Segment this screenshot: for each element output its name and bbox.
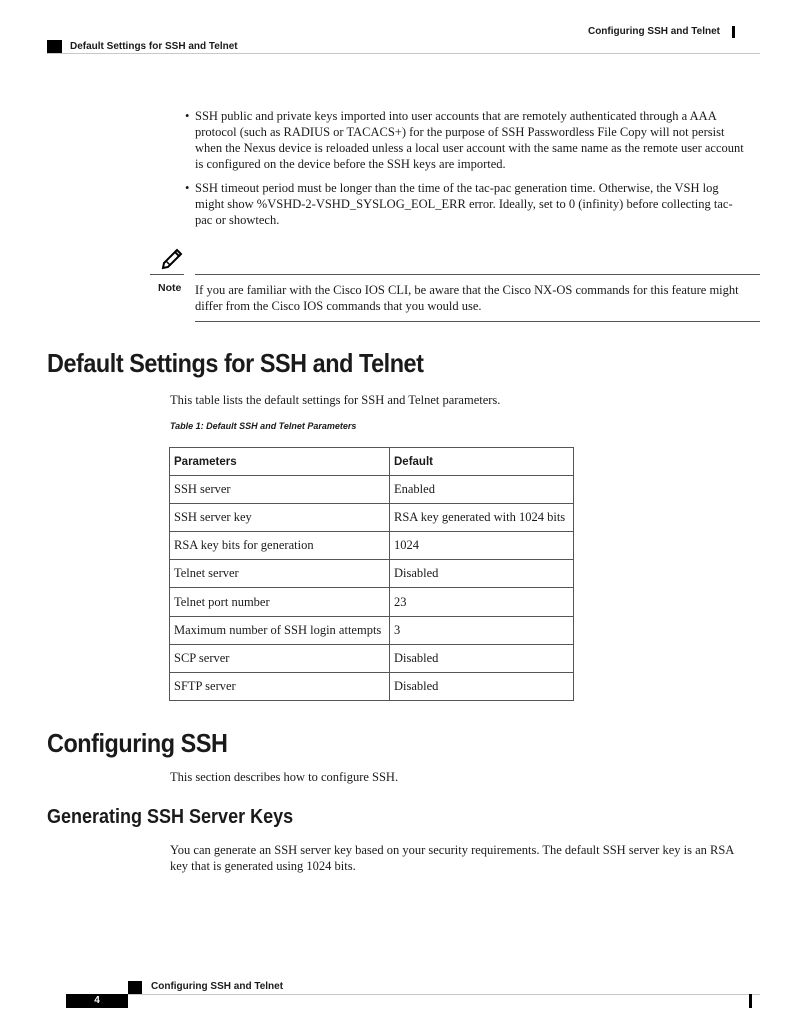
table-header-row [170,448,574,476]
table-row [170,588,574,616]
parameter-cell: Maximum number of SSH login attempts [170,616,390,644]
default-cell: Disabled [390,560,574,588]
parameter-cell: RSA key bits for generation [170,532,390,560]
generating-keys-text: You can generate an SSH server key based on your security requirements. The default SSH server key is an RSA key that is generated using 1024 bits. [170,843,734,873]
default-cell: Enabled [390,476,574,504]
table-caption: Table 1: Default SSH and Telnet Parameters [170,421,357,431]
restriction-list [185,108,745,236]
table-row [170,476,574,504]
subsection-heading-generating-keys: Generating SSH Server Keys [47,806,294,828]
note-rule-top [195,274,760,275]
default-cell: Disabled [390,672,574,700]
table-row [170,560,574,588]
column-header-parameters: Parameters [170,448,390,476]
column-header-default: Default [390,448,574,476]
parameter-cell: Telnet server [170,560,390,588]
configuring-ssh-intro: This section describes how to configure SSH. [170,770,399,784]
running-header-section: Default Settings for SSH and Telnet [70,41,238,52]
note-label: Note [158,282,182,294]
default-cell: Disabled [390,644,574,672]
header-rule [47,53,760,54]
parameter-cell: SSH server key [170,504,390,532]
page-number: 4 [66,994,128,1008]
footer-block-marker [128,981,142,994]
section-heading-default-settings: Default Settings for SSH and Telnet [47,348,424,378]
parameter-cell: Telnet port number [170,588,390,616]
footer-rule [128,994,760,995]
footer-title: Configuring SSH and Telnet [151,981,284,992]
header-block-marker [47,40,62,53]
table-row [170,504,574,532]
table-row [170,644,574,672]
note-rule-short [150,274,184,275]
parameter-cell: SFTP server [170,672,390,700]
default-parameters-table [169,447,574,701]
header-bar-marker [732,26,735,38]
list-item: • SSH timeout period must be longer than the time of the tac-pac generation time. Otherwise, the VSH log might show %VSHD-2-VSHD_SYSLOG_EOL_ERR error. Ideally, set to 0 (infinity) before collecting tac-pac or showtech. [185,180,745,228]
pencil-icon [160,246,184,270]
footer-bar-marker [749,994,752,1008]
table-row [170,616,574,644]
running-header-chapter: Configuring SSH and Telnet [587,26,720,37]
list-item: • SSH public and private keys imported into user accounts that are remotely authenticated through a AAA protocol (such as RADIUS or TACACS+) for the purpose of SSH Passwordless File Copy will not persist when the Nexus device is reloaded unless a local user account with the same name as the remote user account is configured on the device before the SSH keys are imported. [185,108,745,172]
default-cell: 23 [390,588,574,616]
table-intro: This table lists the default settings for SSH and Telnet parameters. [170,393,501,407]
table-row [170,672,574,700]
default-cell: 1024 [390,532,574,560]
note-text: If you are familiar with the Cisco IOS CLI, be aware that the Cisco NX-OS commands for this feature might differ from the Cisco IOS commands that you would use. [195,283,739,313]
parameter-cell: SSH server [170,476,390,504]
parameter-cell: SCP server [170,644,390,672]
default-cell: RSA key generated with 1024 bits [390,504,574,532]
section-heading-configuring-ssh: Configuring SSH [47,728,228,758]
default-cell: 3 [390,616,574,644]
table-row [170,532,574,560]
note-rule-bottom [195,321,760,322]
